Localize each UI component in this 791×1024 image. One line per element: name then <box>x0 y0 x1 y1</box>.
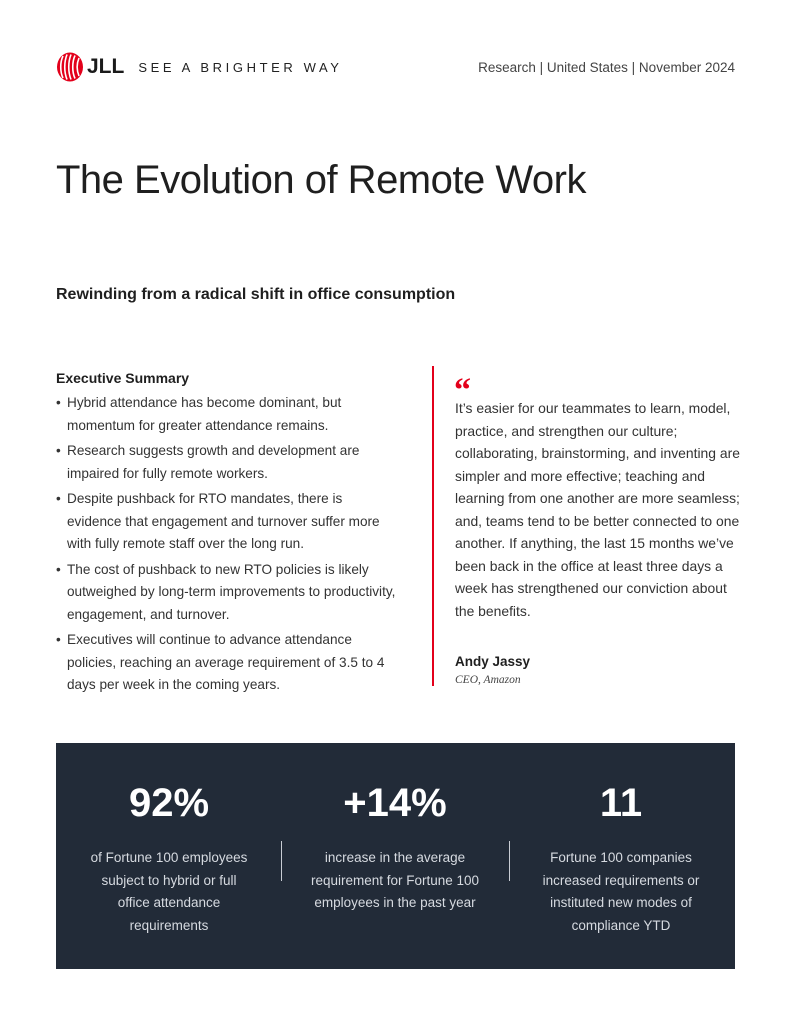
jll-logo <box>56 52 343 82</box>
stat-label: of Fortune 100 employees subject to hybrid or full office attendance requirements <box>90 850 248 933</box>
stat-value: 92% <box>128 781 210 825</box>
stat-label: increase in the average requirement for Fortune 100 employees in the past year <box>310 850 480 910</box>
logo-wordmark: JLL <box>87 55 125 78</box>
stats-panel <box>56 743 735 969</box>
quote-author-role: CEO, Amazon <box>455 674 521 686</box>
stat-label: Fortune 100 companies increased requirements or instituted new modes of compliance YTD <box>542 850 700 933</box>
stat-value: +14% <box>343 781 447 825</box>
summary-item: • Research suggests growth and development are impaired for fully remote workers. <box>56 440 396 485</box>
quote-text: It’s easier for our teammates to learn, model, practice, and strengthen our culture; collaborating, brainstorming, and inventing are simpler and more effective; teaching and learning from one another are more seamless; and, teams tend to be better connected to one another. If anything, the last 15 months we’ve been back in the office at least three days a week has strengthened our conviction about the benefits. <box>455 400 740 619</box>
stat-value: 11 <box>599 781 643 825</box>
page-header <box>56 52 735 84</box>
summary-heading: Executive Summary <box>56 370 190 386</box>
summary-item: • The cost of pushback to new RTO policies is likely outweighed by long-term improvements to productivity, engagement, and turnover. <box>56 559 396 627</box>
stat-card <box>64 783 274 937</box>
page-subtitle: Rewinding from a radical shift in office consumption <box>56 286 456 303</box>
quote-mark-icon: “ <box>454 372 471 409</box>
stat-divider <box>281 841 282 881</box>
report-meta: Research | United States | November 2024 <box>478 60 735 75</box>
tagline: SEE A BRIGHTER WAY <box>138 59 343 75</box>
stat-card <box>516 783 726 937</box>
stat-divider <box>509 841 510 881</box>
jll-logo-mark-icon <box>56 52 84 82</box>
executive-summary <box>56 370 396 700</box>
summary-item: • Hybrid attendance has become dominant, but momentum for greater attendance remains. <box>56 392 396 437</box>
quote-accent-bar <box>432 366 434 686</box>
summary-list <box>56 392 396 697</box>
quote-author: Andy Jassy <box>455 654 531 669</box>
summary-item: • Executives will continue to advance attendance policies, reaching an average requirement of 3.5 to 4 days per week in the coming years. <box>56 629 396 697</box>
page-title: The Evolution of Remote Work <box>56 158 586 202</box>
summary-item: • Despite pushback for RTO mandates, there is evidence that engagement and turnover suffer more with fully remote staff over the long run. <box>56 488 396 556</box>
stat-card <box>290 783 500 915</box>
pull-quote <box>432 366 742 686</box>
